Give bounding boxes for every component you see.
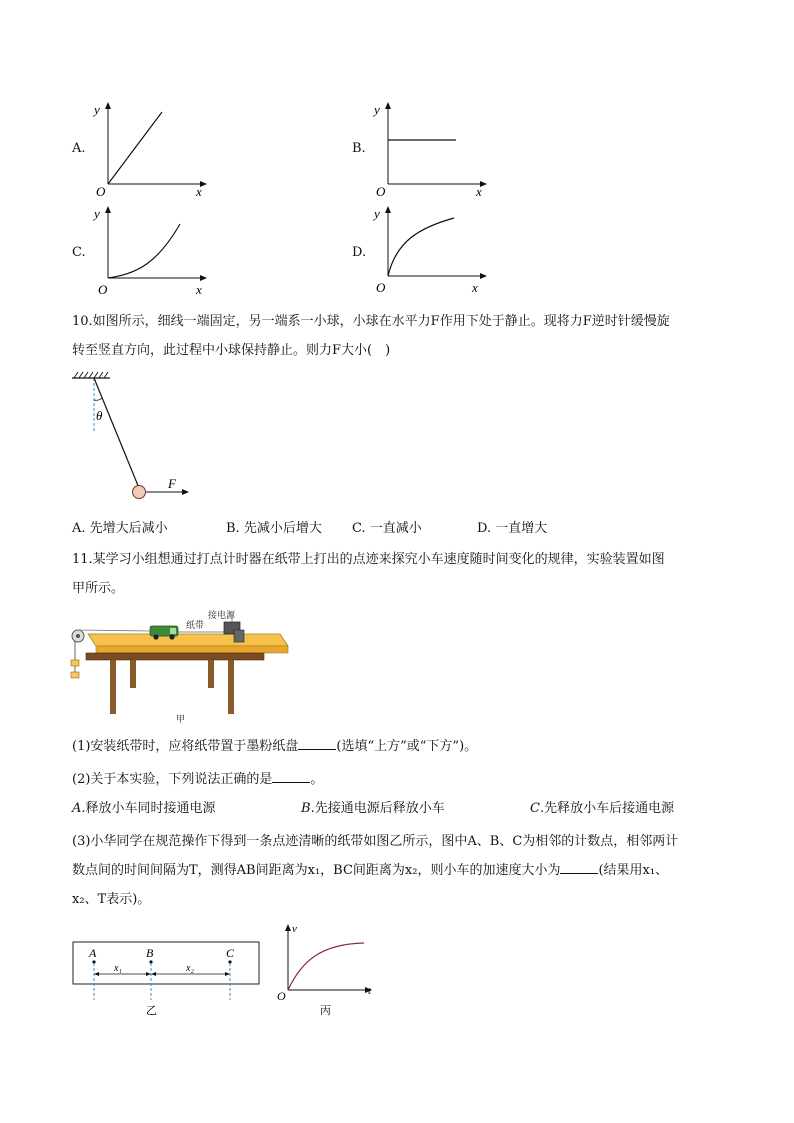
q11-stem-line2: 甲所示。 [72,581,125,596]
theta-label: θ [96,408,103,423]
q10-option-c[interactable]: C. 一直减小 [352,521,422,536]
apparatus-caption: 甲 [176,714,186,724]
option-d-label: D. [352,245,367,260]
q11-part2-option-a-letter: A [72,801,82,816]
q11-part3-line2-end: (结果用x₁、 [598,863,669,878]
graph-c-x-label: x [196,282,202,297]
tape-point-b: B [146,946,154,960]
graph-c-origin: O [98,282,108,297]
graph-b [368,98,498,198]
q11-part2-option-a[interactable] [72,799,216,819]
segment-x2-label: x₂ [186,963,194,974]
q10-option-d[interactable]: D. 一直增大 [477,521,548,536]
q11-part2-blank[interactable] [272,768,310,783]
q11-part2-option-b[interactable] [301,799,445,819]
force-label: F [168,476,176,491]
tape-point-c: C [226,946,235,960]
q11-part1-blank[interactable] [298,735,336,750]
graph-d-x-label: x [472,280,478,295]
q11-part3-blank[interactable] [560,859,598,874]
graph-b-origin: O [376,184,386,198]
q10-option-b[interactable]: B. 先减小后增大 [226,521,322,536]
vt-graph [272,918,382,1020]
power-label: 接电源 [208,610,236,620]
q11-part2-option-c-text: .先释放小车后接通电源 [539,801,675,816]
q11-part2-option-a-text: .释放小车同时接通电源 [81,801,216,816]
q11-part2 [72,765,323,794]
q11-part1-text: (1)安装纸带时，应将纸带置于墨粉纸盘 [72,739,299,754]
graph-c [88,202,218,302]
graph-a-origin: O [96,184,106,198]
tape-label: 纸带 [186,620,205,630]
graph-d-curve [388,218,454,276]
graph-c-curve [108,224,180,278]
q11-part2-text: (2)关于本实验，下列说法正确的是 [72,772,273,787]
pendulum-figure [70,370,200,505]
segment-x1-label: x₁ [114,963,122,974]
q10-option-a[interactable]: A. 先增大后减小 [72,521,168,536]
q11-part2-end: 。 [310,772,324,787]
vt-origin: O [277,989,286,1003]
vt-x-label: t [368,985,372,997]
graph-b-x-label: x [476,184,482,198]
graph-c-y-label: y [94,206,100,221]
q10-stem [72,307,732,365]
option-a-label: A. [72,141,86,156]
apparatus-figure [66,606,296,726]
q11-stem-line1: 11.某学习小组想通过打点计时器在纸带上打出的点迹来探究小车速度随时间变化的规律，实验装置如图 [72,552,665,567]
tape-diagram [70,938,265,1020]
graph-d-y-label: y [374,206,380,221]
q11-part2-option-c-letter: C [530,801,540,816]
graph-a-y-label: y [94,102,100,117]
vt-caption: 丙 [320,1005,331,1017]
q11-part3-line2: 数点间的时间间隔为T，测得AB间距离为x₁，BC间距离为x₂，则小车的加速度大小为 [72,863,561,878]
graph-d-origin: O [376,280,386,295]
tape-caption: 乙 [146,1005,157,1017]
q10-stem-line1: 10.如图所示，细线一端固定，另一端系一小球，小球在水平力F作用下处于静止。现将力F逆时针缓慢旋 [72,314,670,329]
q11-part3-line3: x₂、T表示)。 [72,892,151,907]
q10-stem-line2: 转至竖直方向，此过程中小球保持静止。则力F大小( ) [72,343,391,358]
graph-d [368,202,498,302]
q11-part1-hint: (选填“上方”或“下方”)。 [336,739,478,754]
option-c-label: C. [72,245,86,260]
q11-part2-option-b-text: .先接通电源后释放小车 [310,801,445,816]
pendulum-string [94,378,139,488]
tape-point-a: A [89,946,97,960]
vt-curve [288,943,364,990]
q11-part3-line1: (3)小华同学在规范操作下得到一条点迹清晰的纸带如图乙所示，图中A、B、C为相邻的计数点，相邻两计 [72,834,679,849]
option-b-label: B. [352,141,366,156]
q11-part2-option-b-letter: B [301,801,311,816]
graph-a-x-label: x [196,184,202,198]
vt-y-label: v [292,923,297,935]
q11-stem [72,545,732,603]
q11-part1 [72,732,477,761]
graph-a-line [108,112,162,184]
q11-part2-option-c[interactable] [530,799,674,819]
q11-part3 [72,827,732,914]
pendulum-ball [133,486,146,499]
graph-a [88,98,218,198]
graph-b-y-label: y [374,102,380,117]
